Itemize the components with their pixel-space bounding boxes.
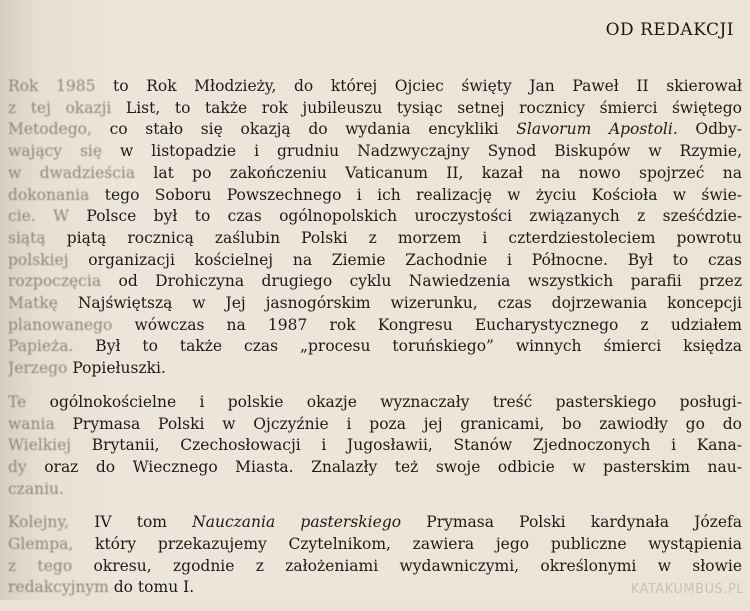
line-text: co stało się okazją do wydania encykliki [91,120,517,139]
line-text: w listopadzie i grudniu Nadzwyczajny Synod Biskupów w Rzymie, [102,142,742,161]
line-text: organizacji kościelnej na Ziemie Zachodnie i Północne. Był to czas [68,250,742,269]
faded-text: Kolejny, [8,513,70,532]
text-line [8,141,742,163]
text-line [8,206,742,228]
text-line [8,479,742,501]
faded-text: dokonania [8,185,90,204]
line-text: od Drohiczyna drugiego cyklu Nawiedzenia wszystkich parafii przez [101,272,742,291]
line-text: który przekazujemy Czytelnikom, zawiera jego publiczne wystąpienia [73,535,742,554]
line-text: Polsce był to czas ogólnopolskich uroczystości związanych z sześćdzie- [69,207,742,226]
faded-text: Wielkiej [8,436,72,455]
faded-text: wania [8,414,55,433]
page-heading: OD REDAKCJI [605,20,734,40]
line-text: okresu, zgodnie z założeniami wydawniczymi, określonymi w słowie [72,556,742,575]
watermark: KATAKUMBUS.PL [630,582,744,597]
text-line [8,392,742,414]
line-tail: Prymasa Polski kardynała Józefa [401,513,742,532]
italic-title: Nauczania pasterskiego [192,513,402,532]
italic-title: Slavorum Apostoli. [516,120,678,139]
line-text: IV tom [69,513,193,532]
paragraph [8,76,742,380]
line-text: Był to także czas „procesu toruńskiego” winnych śmierci księdza [73,337,742,356]
text-line [8,293,742,315]
faded-text: Glempa, [8,535,74,554]
faded-text: z tej okazji [8,98,112,117]
text-line [8,98,742,120]
faded-text: redakcyjnym [8,578,109,597]
line-text: wówczas na 1987 rok Kongresu Eucharystycznego z udziałem [112,315,742,334]
text-line [8,534,742,556]
faded-text: z tego [8,556,73,575]
text-line [8,271,742,293]
text-line [8,185,742,207]
text-line [8,336,742,358]
line-text: Brytanii, Czechosłowacji i Jugosławii, Stanów Zjednoczonych i Kana- [71,436,742,455]
text-line [8,457,742,479]
faded-text: planowanego [8,315,113,334]
text-line [8,435,742,457]
text-line [8,358,742,380]
line-text: to Rok Młodzieży, do której Ojciec święty Jan Paweł II skierował [95,77,742,95]
faded-text: Metodego, [8,120,92,139]
line-tail: Odby- [677,120,742,139]
text-line [8,512,742,534]
line-text: Prymasa Polski w Ojczyźnie i poza jej granicami, bo zawiodły go do [54,414,742,433]
faded-text: dy [8,457,27,476]
text-line [8,414,742,436]
faded-text: w dwadzieścia [8,163,136,182]
faded-text: wający się [8,142,103,161]
line-text: Popiełuszki. [67,359,166,378]
faded-text: Te [8,392,27,411]
faded-text: Matkę [8,294,58,313]
text-line [8,76,742,98]
line-text: Najświętszą w Jej jasnogórskim wizerunku, czas dojrzewania koncepcji [57,294,742,313]
faded-text: polskiej [8,250,69,269]
faded-text: Papieża. [8,337,74,356]
line-text: do tomu I. [108,578,195,597]
faded-text: siątą [8,228,46,247]
paragraph [8,392,742,501]
faded-text: Jerzego [8,359,68,378]
text-line [8,250,742,272]
line-text: oraz do Wiecznego Miasta. Znalazły też swoje odbicie w pasterskim nau- [26,457,742,476]
faded-text: Rok 1985 [8,77,96,95]
line-text: List, to także rok jubileuszu tysiąc setnej rocznicy śmierci świętego [111,98,742,117]
text-line [8,119,742,141]
body-text [8,76,742,611]
line-text: piątą rocznicą zaślubin Polski z morzem i czterdziestoleciem powrotu [45,228,742,247]
text-line [8,556,742,578]
text-line [8,315,742,337]
faded-text: rozpoczęcia [8,272,102,291]
text-line [8,228,742,250]
line-text: tego Soboru Powszechnego i ich realizację w życiu Kościoła w świe- [89,185,742,204]
line-text: ogólnokościelne i polskie okazje wyznaczały treść pasterskiego posługi- [26,392,742,411]
text-line [8,163,742,185]
line-text: lat po zakończeniu Vaticanum II, kazał na nowo spojrzeć na [135,163,742,182]
faded-text: cie. W [8,207,70,226]
faded-text: czaniu. [8,479,64,498]
